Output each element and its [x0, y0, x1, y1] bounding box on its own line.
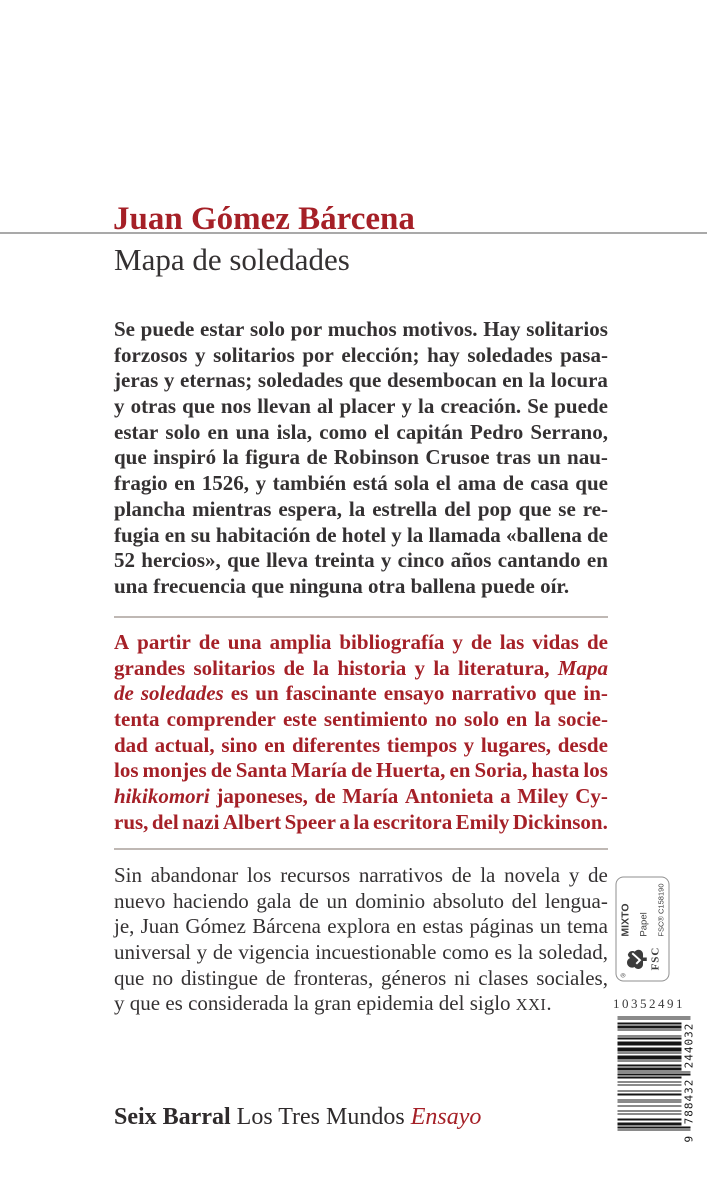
barcode-bars [618, 1016, 691, 1131]
book-title: Mapa de soledades [114, 242, 350, 277]
synopsis-paragraph: Se puede estar solo por muchos motivos. Hay solitarios forzosos y solitarios por elección; hay soledades pasa- jeras y eternas; soledades que desembocan en la locura y otras que nos llevan al placer y la creación. Se puede estar solo en una isla, como el capitán Pedro Serrano, que inspiró la figura de Robinson Crusoe tras un nau- fragio en 1526, y también está sola el ama de casa que plancha mientras espera, la estrella del pop que se re- fugia en su habitación de hotel y la llamada «ballena de 52 hercios», que lleva treinta y cinco años cantando en una frecuencia que ninguna otra ballena puede oír. [114, 317, 608, 598]
registered-mark: ® [621, 973, 627, 978]
fsc-tree-check-icon [624, 946, 650, 972]
divider-rule-1 [114, 616, 608, 618]
author-name: Juan Gómez Bárcena [113, 201, 415, 237]
fsc-wordmark: FSC [649, 946, 661, 971]
publisher-blurb-paragraph: A partir de una amplia bibliografía y de las vidas de grandes solitarios de la historia y la literatura, Mapa de soledades es un fascinante ensayo narrativo que in- tenta comprender este sentimiento no solo en la socie- dad actual, sino en diferentes tiempos y lugares, desde los monjes de Santa María de Huerta, en Soria, hasta los hikikomori japoneses, de María Antonieta a Miley Cy- rus, del nazi Albert Speer a la escritora Emily Dickinson. [114, 630, 608, 834]
fsc-mixto-label: MIXTO [619, 903, 632, 937]
fsc-license-number: FSC® C158190 [656, 883, 665, 937]
divider-rule-2 [114, 848, 608, 850]
barcode-digit-first: 9 [682, 1135, 696, 1143]
ean-barcode [618, 1016, 695, 1144]
imprint-line: Seix Barral Los Tres Mundos Ensayo [114, 1104, 482, 1130]
barcode-digits-left: 788432 [682, 1078, 696, 1125]
barcode-digits-right: 244032 [682, 1022, 696, 1069]
fsc-label [616, 877, 670, 982]
fsc-papel-label: Papel [638, 912, 650, 937]
fsc-logo [621, 943, 661, 978]
author-presentation-paragraph: Sin abandonar los recursos narrativos de la novela y de nuevo haciendo gala de un dominio absoluto del lengua- je, Juan Gómez Bárcena explora en estas páginas un tema universal y de vigencia incuestionable como es la soledad, que no distingue de fronteras, géneros ni clases sociales, y que es considerada la gran epidemia del siglo XXI. [114, 863, 608, 1016]
production-number: 10352491 [613, 996, 685, 1011]
